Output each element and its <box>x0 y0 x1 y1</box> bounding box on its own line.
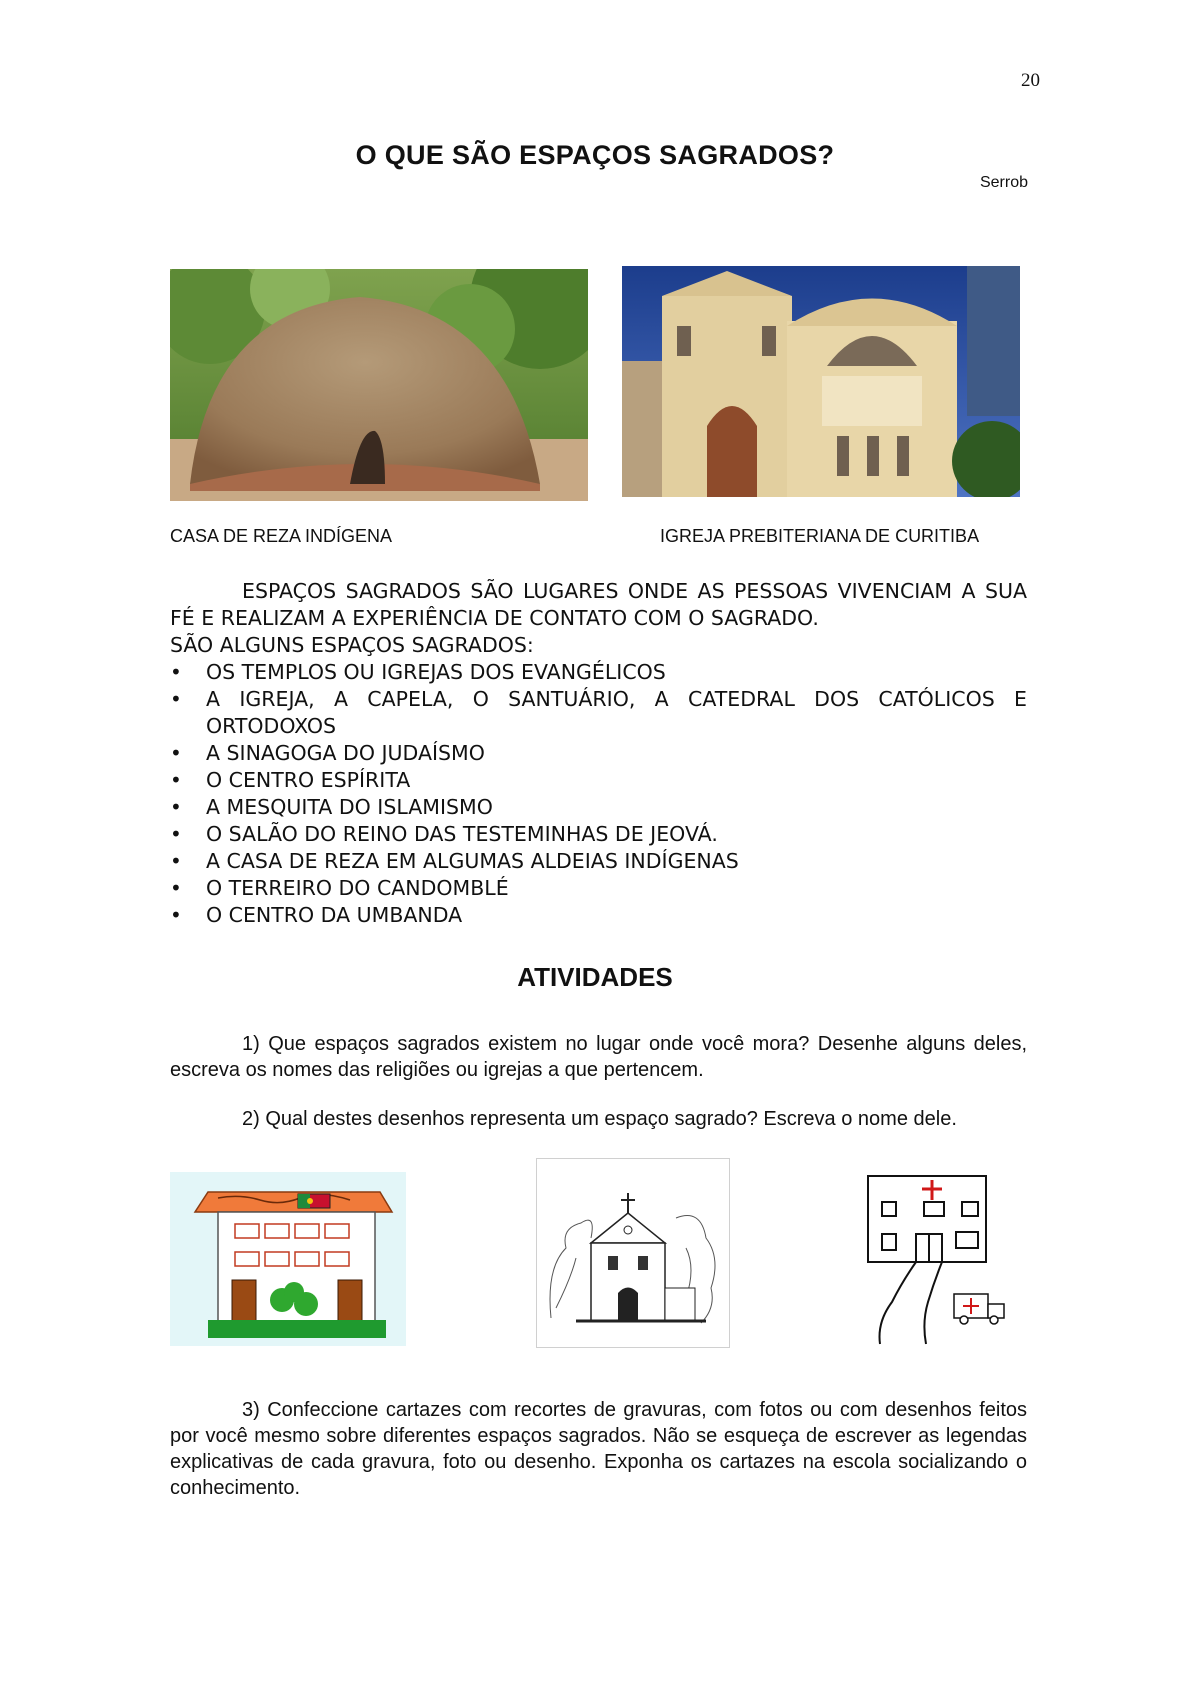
intro-text <box>170 578 1027 929</box>
thatched-prayer-house-photo <box>170 269 588 501</box>
list-item: • O TERREIRO DO CANDOMBLÉ <box>170 875 1027 902</box>
photo-caption-prayer-house: CASA DE REZA INDÍGENA <box>170 526 393 546</box>
activity-2 <box>170 1106 1027 1132</box>
list-item: • O SALÃO DO REINO DAS TESTEMINHAS DE JEOVÁ. <box>170 821 1027 848</box>
list-item: • A CASA DE REZA EM ALGUMAS ALDEIAS INDÍGENAS <box>170 848 1027 875</box>
hospital-drawing <box>852 1172 1012 1348</box>
activity-3-text: 3) Confeccione cartazes com recortes de gravuras, com fotos ou com desenhos feitos por você mesmo sobre diferentes espaços sagrados. Não se esqueça de escrever as legendas explicativas de cada gravura, foto ou desenho. Exponha os cartazes na escola socializando o conhecimento. <box>170 1399 1027 1499</box>
activities-title: ATIVIDADES <box>517 962 673 992</box>
list-item: • A IGREJA, A CAPELA, O SANTUÁRIO, A CATEDRAL DOS CATÓLICOS E ORTODOXOS <box>170 686 1027 740</box>
list-item: • O CENTRO ESPÍRITA <box>170 767 1027 794</box>
list-item: • OS TEMPLOS OU IGREJAS DOS EVANGÉLICOS <box>170 659 1027 686</box>
list-heading: SÃO ALGUNS ESPAÇOS SAGRADOS: <box>170 633 534 657</box>
list-item: • A MESQUITA DO ISLAMISMO <box>170 794 1027 821</box>
list-item: • O CENTRO DA UMBANDA <box>170 902 1027 929</box>
author: Serrob <box>979 174 1028 191</box>
activity-1 <box>170 1031 1027 1083</box>
church-building-photo <box>622 266 1020 497</box>
school-building-drawing <box>170 1172 406 1346</box>
activity-1-text: 1) Que espaços sagrados existem no lugar onde você mora? Desenhe alguns deles, escreva os nomes das religiões ou igrejas a que pertencem. <box>170 1033 1027 1081</box>
page-title: O QUE SÃO ESPAÇOS SAGRADOS? <box>355 140 835 170</box>
intro-paragraph: ESPAÇOS SAGRADOS SÃO LUGARES ONDE AS PESSOAS VIVENCIAM A SUA FÉ E REALIZAM A EXPERIÊNCIA DE CONTATO COM O SAGRADO. <box>170 579 1027 630</box>
page-number: 20 <box>1021 70 1040 91</box>
chapel-drawing <box>536 1158 730 1348</box>
activity-3 <box>170 1397 1027 1501</box>
list-item: • A SINAGOGA DO JUDAÍSMO <box>170 740 1027 767</box>
sacred-places-list <box>170 659 1027 929</box>
activity-2-text: 2) Qual destes desenhos representa um espaço sagrado? Escreva o nome dele. <box>242 1108 957 1130</box>
photo-caption-church: IGREJA PREBITERIANA DE CURITIBA <box>660 526 980 546</box>
